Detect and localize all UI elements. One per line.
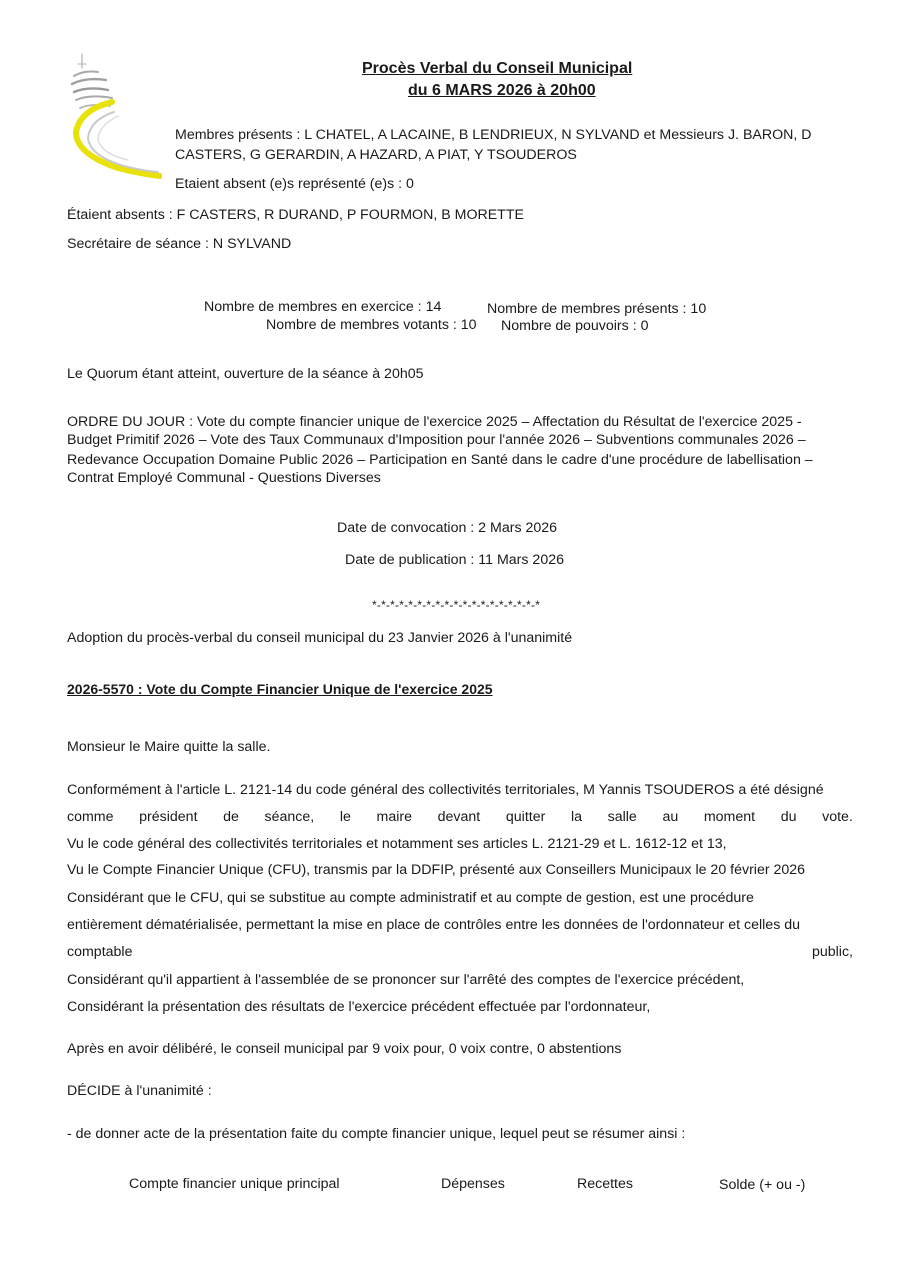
members-represented: Etaient absent (e)s représenté (e)s : 0 (175, 176, 414, 192)
decision: DÉCIDE à l'unanimité : (67, 1083, 212, 1099)
body-line6: entièrement dématérialisée, permettant la mise en place de contrôles entre les données de l'ordonnateur et celles du (67, 917, 801, 933)
word: au (662, 809, 679, 825)
convocation-date: Date de convocation : 2 Mars 2026 (337, 520, 558, 536)
separator-stars: *-*-*-*-*-*-*-*-*-*-*-*-*-*-*-*-*-*-* (372, 598, 541, 612)
word: le (339, 809, 351, 825)
deliberation-heading: 2026-5570 : Vote du Compte Financier Unique de l'exercice 2025 (67, 681, 493, 697)
word: quitter (505, 809, 546, 825)
table-header-revenues: Recettes (577, 1176, 633, 1192)
previous-minutes-adoption: Adoption du procès-verbal du conseil municipal du 23 Janvier 2026 à l'unanimité (67, 630, 573, 646)
body-line2 (67, 809, 853, 825)
agenda-line2: Budget Primitif 2026 – Vote des Taux Communaux d'Imposition pour l'année 2026 – Subventions communales 2026 – (67, 432, 806, 448)
count-in-office: Nombre de membres en exercice : 14 (204, 299, 442, 315)
word: comptable (67, 944, 133, 960)
vote-result: Après en avoir délibéré, le conseil municipal par 9 voix pour, 0 voix contre, 0 abstentions (67, 1041, 622, 1057)
body-line8: Considérant qu'il appartient à l'assemblée de se prononcer sur l'arrêté des comptes de l'exercice précédent, (67, 972, 745, 988)
mayor-leaves: Monsieur le Maire quitte la salle. (67, 739, 271, 755)
count-voting: Nombre de membres votants : 10 (266, 317, 477, 333)
table-header-expenses: Dépenses (441, 1176, 505, 1192)
word: maire (376, 809, 413, 825)
page-title: Procès Verbal du Conseil Municipal (362, 60, 633, 77)
agenda-line3: Redevance Occupation Domaine Public 2026 – Participation en Santé dans le cadre d'une procédure de labellisation – (67, 452, 813, 468)
word: du (780, 809, 797, 825)
publication-date: Date de publication : 11 Mars 2026 (345, 552, 564, 568)
body-line3: Vu le code général des collectivités territoriales et notamment ses articles L. 2121-29 et L. 1612-12 et 13, (67, 836, 727, 852)
count-present: Nombre de membres présents : 10 (487, 301, 707, 317)
count-proxies: Nombre de pouvoirs : 0 (501, 318, 649, 334)
body-line5: Considérant que le CFU, qui se substitue au compte administratif et au compte de gestion, est une procédure (67, 890, 754, 906)
municipal-logo (62, 50, 162, 180)
word: président (139, 809, 198, 825)
body-line1: Conformément à l'article L. 2121-14 du code général des collectivités territoriales, M Yannis TSOUDEROS a été désigné (67, 782, 824, 798)
agenda-line4: Contrat Employé Communal - Questions Diverses (67, 470, 381, 486)
page-subtitle-date: du 6 MARS 2026 à 20h00 (408, 82, 596, 99)
word: public, (811, 944, 853, 960)
word: devant (437, 809, 481, 825)
members-present-line1: Membres présents : L CHATEL, A LACAINE, B LENDRIEUX, N SYLVAND et Messieurs J. BARON, D (175, 127, 812, 143)
session-secretary: Secrétaire de séance : N SYLVAND (67, 236, 292, 252)
word: salle (607, 809, 637, 825)
word: moment (703, 809, 756, 825)
members-present-line2: CASTERS, G GERARDIN, A HAZARD, A PIAT, Y TSOUDEROS (175, 147, 577, 163)
members-absent: Étaient absents : F CASTERS, R DURAND, P FOURMON, B MORETTE (67, 207, 524, 223)
table-header-account: Compte financier unique principal (129, 1176, 340, 1192)
quorum-statement: Le Quorum étant atteint, ouverture de la séance à 20h05 (67, 366, 424, 382)
agenda-line1: ORDRE DU JOUR : Vote du compte financier unique de l'exercice 2025 – Affectation du Résultat de l'exercice 2025 - (67, 414, 802, 430)
body-line4: Vu le Compte Financier Unique (CFU), transmis par la DDFIP, présenté aux Conseillers Municipaux le 20 février 2026 (67, 862, 806, 878)
body-line9: Considérant la présentation des résultats de l'exercice précédent effectuée par l'ordonnateur, (67, 999, 651, 1015)
word: comme (67, 809, 114, 825)
table-header-balance: Solde (+ ou -) (719, 1177, 806, 1193)
act-statement: - de donner acte de la présentation faite du compte financier unique, lequel peut se résumer ainsi : (67, 1126, 686, 1142)
word: séance, (264, 809, 315, 825)
word: vote. (822, 809, 853, 825)
word: de (223, 809, 239, 825)
word: la (570, 809, 582, 825)
body-line7 (67, 944, 853, 960)
